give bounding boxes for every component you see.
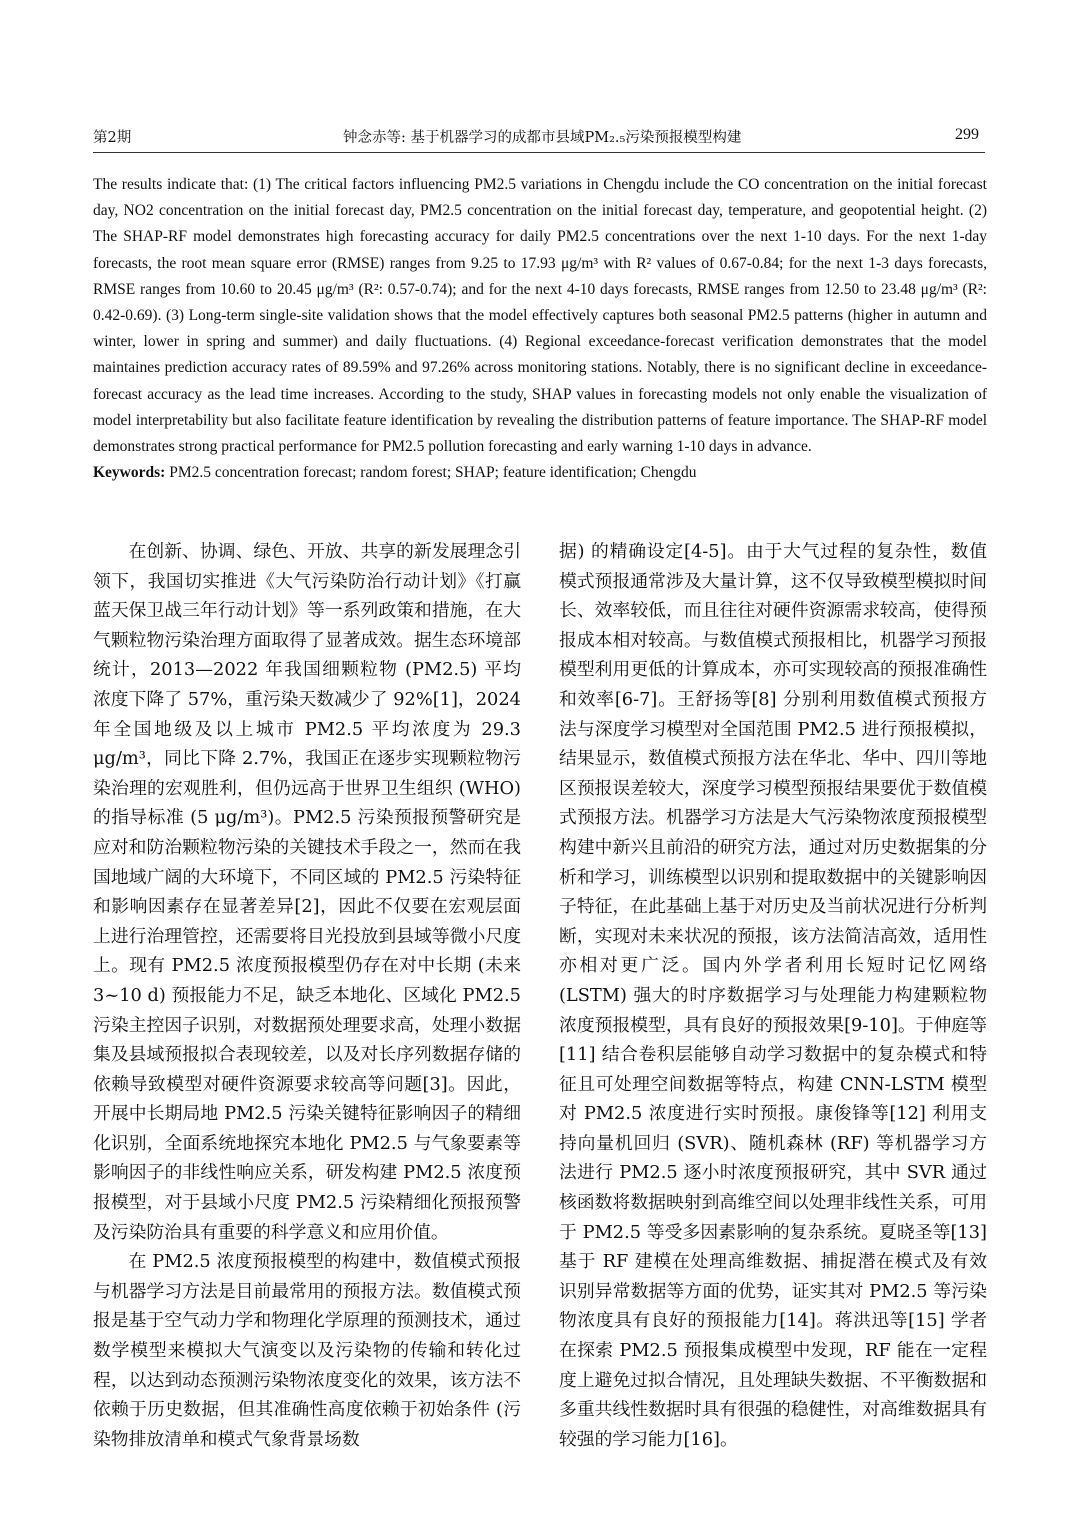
- left-column: [93, 537, 521, 1454]
- page-number: 299: [955, 126, 979, 143]
- body-paragraph: 在创新、协调、绿色、开放、共享的新发展理念引领下，我国切实推进《大气污染防治行动计划》《打赢蓝天保卫战三年行动计划》等一系列政策和措施，在大气颗粒物污染治理方面取得了显著成效。据生态环境部统计，2013—2022 年我国细颗粒物 (PM2.5) 平均浓度下降了 57%，重污染天数减少了 92%[1]，2024 年全国地级及以上城市 PM2.5 平均浓度为 29.3 μg/m³，同比下降 2.7%，我国正在逐步实现颗粒物污染治理的宏观胜利，但仍远高于世界卫生组织 (WHO) 的指导标准 (5 μg/m³)。PM2.5 污染预报预警研究是应对和防治颗粒物污染的关键技术手段之一，然而在我国地域广阔的大环境下，不同区域的 PM2.5 污染特征和影响因素存在显著差异[2]，因此不仅要在宏观层面上进行治理管控，还需要将目光投放到县域等微小尺度上。现有 PM2.5 浓度预报模型仍存在对中长期 (未来 3~10 d) 预报能力不足，缺乏本地化、区域化 PM2.5 污染主控因子识别，对数据预处理要求高，处理小数据集及县域预报拟合表现较差，以及对长序列数据存储的依赖导致模型对硬件资源要求较高等问题[3]。因此，开展中长期局地 PM2.5 污染关键特征影响因子的精细化识别，全面系统地探究本地化 PM2.5 与气象要素等影响因子的非线性响应关系，研发构建 PM2.5 浓度预报模型，对于县域小尺度 PM2.5 污染精细化预报预警及污染防治具有重要的科学意义和应用价值。: [93, 541, 521, 1243]
- body-paragraph: 据) 的精确设定[4-5]。由于大气过程的复杂性，数值模式预报通常涉及大量计算，这不仅导致模型模拟时间长、效率较低，而且往往对硬件资源需求较高，使得预报成本相对较高。与数值模式预报相比，机器学习预报模型利用更低的计算成本，亦可实现较高的预报准确性和效率[6-7]。王舒扬等[8] 分别利用数值模式预报方法与深度学习模型对全国范围 PM2.5 进行预报模拟，结果显示，数值模式预报方法在华北、华中、四川等地区预报误差较大，深度学习模型预报结果要优于数值模式预报方法。机器学习方法是大气污染物浓度预报模型构建中新兴且前沿的研究方法，通过对历史数据集的分析和学习，训练模型以识别和提取数据中的关键影响因子特征，在此基础上基于对历史及当前状况进行分析判断，实现对未来状况的预报，该方法简洁高效，适用性亦相对更广泛。国内外学者利用长短时记忆网络 (LSTM) 强大的时序数据学习与处理能力构建颗粒物浓度预报模型，具有良好的预报效果[9-10]。于伸庭等[11] 结合卷积层能够自动学习数据中的复杂模式和特征且可处理空间数据等特点，构建 CNN-LSTM 模型对 PM2.5 浓度进行实时预报。康俊锋等[12] 利用支持向量机回归 (SVR)、随机森林 (RF) 等机器学习方法进行 PM2.5 逐小时浓度预报研究，其中 SVR 通过核函数将数据映射到高维空间以处理非线性关系，可用于 PM2.5 等受多因素影响的复杂系统。夏晓圣等[13] 基于 RF 建模在处理高维数据、捕捉潜在模式及有效识别异常数据等方面的优势，证实其对 PM2.5 等污染物浓度具有良好的预报能力[14]。蒋洪迅等[15] 学者在探索 PM2.5 预报集成模型中发现，RF 能在一定程度上避免过拟合情况，且处理缺失数据、不平衡数据和多重共线性数据时具有很强的稳健性，对高维数据具有较强的学习能力[16]。: [559, 541, 987, 1450]
- running-title: 钟念赤等: 基于机器学习的成都市县域PM₂.₅污染预报模型构建: [343, 130, 742, 146]
- issue-label: 第2期: [93, 130, 132, 146]
- keywords-label: Keywords:: [93, 464, 166, 482]
- running-header: [93, 122, 985, 153]
- keywords-text: PM2.5 concentration forecast; random forest; SHAP; feature identification; Chengdu: [169, 464, 697, 482]
- keywords-line: [93, 460, 987, 486]
- abstract-text: The results indicate that: (1) The critical factors influencing PM2.5 variations in Chengdu include the CO concentration on the initial forecast day, NO2 concentration on the initial forecast day, PM2.5 concentration on the initial forecast day, temperature, and geopotential height. (2) The SHAP-RF model demonstrates high forecasting accuracy for daily PM2.5 concentrations over the next 1-10 days. For the next 1-day forecasts, the root mean square error (RMSE) ranges from 9.25 to 17.93 μg/m³ with R² values of 0.67-0.84; for the next 1-3 days forecasts, RMSE ranges from 10.60 to 20.45 μg/m³ (R²: 0.57-0.74); and for the next 4-10 days forecasts, RMSE ranges from 12.50 to 23.48 μg/m³ (R²: 0.42-0.69). (3) Long-term single-site validation shows that the model effectively captures both seasonal PM2.5 patterns (higher in autumn and winter, lower in spring and summer) and daily fluctuations. (4) Regional exceedance-forecast verification demonstrates that the model maintaines prediction accuracy rates of 89.59% and 97.26% across monitoring stations. Notably, there is no significant decline in exceedance-forecast accuracy as the lead time increases. According to the study, SHAP values in forecasting models not only enable the visualization of model interpretability but also facilitate feature identification by revealing the distribution patterns of feature importance. The SHAP-RF model demonstrates strong practical performance for PM2.5 pollution forecasting and early warning 1-10 days in advance.: [93, 176, 987, 456]
- abstract-section: [93, 172, 987, 486]
- body-paragraph: 在 PM2.5 浓度预报模型的构建中，数值模式预报与机器学习方法是目前最常用的预报方法。数值模式预报是基于空气动力学和物理化学原理的预测技术，通过数学模型来模拟大气演变以及污染物的传输和转化过程，以达到动态预测污染物浓度变化的效果，该方法不依赖于历史数据，但其准确性高度依赖于初始条件 (污染物排放清单和模式气象背景场数: [93, 1251, 521, 1450]
- right-column: [559, 537, 987, 1454]
